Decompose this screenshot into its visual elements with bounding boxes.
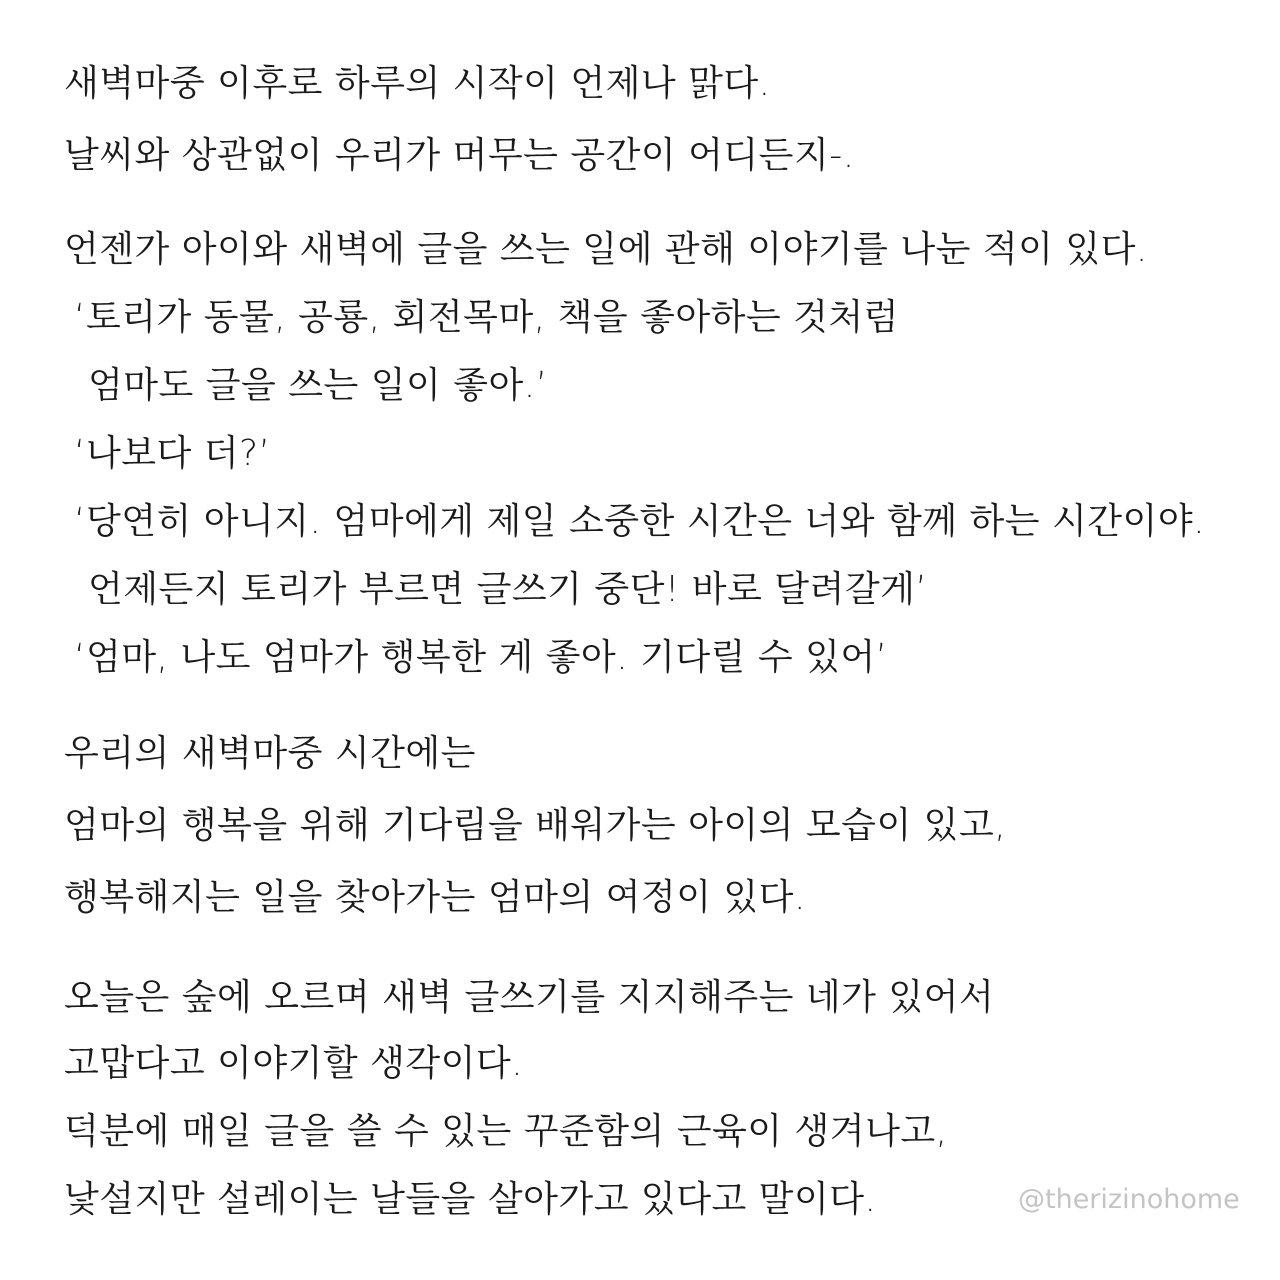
paragraph-2-line-5: ‘당연히 아니지. 엄마에게 제일 소중한 시간은 너와 함께 하는 시간이야. xyxy=(74,501,1206,542)
paragraph-1-line-1: 새벽마중 이후로 하루의 시작이 언제나 맑다. xyxy=(64,63,771,104)
paragraph-3-line-2: 엄마의 행복을 위해 기다림을 배워가는 아이의 모습이 있고, xyxy=(64,805,1007,846)
paragraph-4-line-2: 고맙다고 이야기할 생각이다. xyxy=(64,1043,524,1084)
paragraph-4-line-3: 덕분에 매일 글을 쓸 수 있는 꾸준함의 근육이 생겨나고, xyxy=(64,1111,948,1152)
paragraph-4-line-4: 낯설지만 설레이는 날들을 살아가고 있다고 말이다. xyxy=(64,1179,877,1220)
paragraph-4-line-1: 오늘은 숲에 오르며 새벽 글쓰기를 지지해주는 네가 있어서 xyxy=(64,977,995,1018)
watermark-handle: @therizinohome xyxy=(1018,1184,1240,1215)
paragraph-2-line-2: ‘토리가 동물, 공룡, 회전목마, 책을 좋아하는 것처럼 xyxy=(74,297,899,338)
paragraph-1-line-2: 날씨와 상관없이 우리가 머무는 공간이 어디든지-. xyxy=(64,135,855,176)
paragraph-2-line-6: 언제든지 토리가 부르면 글쓰기 중단! 바로 달려갈게’ xyxy=(88,569,928,610)
paragraph-3-line-1: 우리의 새벽마중 시간에는 xyxy=(64,733,476,774)
paragraph-2-line-1: 언젠가 아이와 새벽에 글을 쓰는 일에 관해 이야기를 나눈 적이 있다. xyxy=(64,229,1148,270)
paragraph-2-line-3: 엄마도 글을 쓰는 일이 좋아.’ xyxy=(88,365,548,406)
paragraph-2-line-7: ‘엄마, 나도 엄마가 행복한 게 좋아. 기다릴 수 있어’ xyxy=(74,637,888,678)
paragraph-3-line-3: 행복해지는 일을 찾아가는 엄마의 여정이 있다. xyxy=(64,877,806,918)
paragraph-2-line-4: ‘나보다 더?’ xyxy=(74,433,271,474)
